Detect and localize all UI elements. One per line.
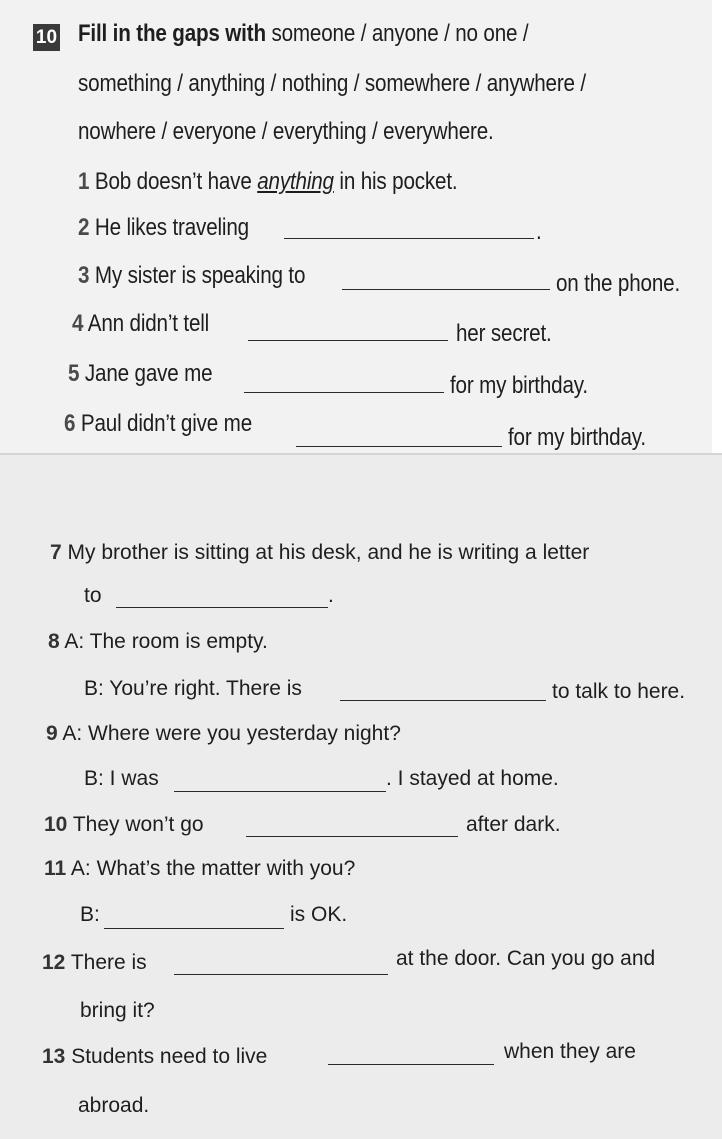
item-number: 4	[72, 310, 84, 337]
item-text-after: at the door. Can you go and	[396, 947, 656, 970]
item-text-after: on the phone.	[556, 270, 681, 297]
page-edge	[712, 0, 722, 453]
answer-blank[interactable]	[244, 392, 444, 393]
item-text: bring it?	[80, 999, 155, 1022]
item-text-after: for my birthday.	[450, 372, 588, 399]
item-3	[78, 262, 305, 290]
item-text-before: Paul didn’t give me	[80, 410, 253, 437]
item-text-before: Ann didn’t tell	[87, 310, 210, 337]
item-9	[46, 722, 401, 746]
exercise-title-line1: someone / anyone / no one /	[271, 20, 529, 47]
item-12	[42, 951, 147, 975]
item-text-before: Jane gave me	[84, 360, 213, 387]
item-number: 8	[48, 630, 60, 653]
item-number: 11	[44, 857, 67, 880]
item-text-after: .	[328, 584, 334, 607]
answer-blank[interactable]	[116, 607, 328, 608]
answer-blank[interactable]	[174, 974, 388, 975]
item-text-before: B: I was	[84, 767, 159, 790]
item-text-after: when they are	[504, 1040, 636, 1063]
answer-blank[interactable]	[328, 1064, 494, 1065]
item-number: 2	[78, 214, 90, 241]
item-text: abroad.	[78, 1094, 150, 1117]
item-text-after: is OK.	[290, 903, 348, 926]
item-1	[78, 168, 457, 196]
item-text-before: He likes traveling	[94, 214, 249, 241]
item-text-after: . I stayed at home.	[386, 767, 559, 790]
answer-blank[interactable]	[246, 836, 458, 837]
item-text-before: B: You’re right. There is	[84, 677, 302, 700]
item-text-after: her secret.	[456, 320, 552, 347]
exercise-title	[78, 20, 528, 48]
answer-blank[interactable]	[340, 700, 546, 701]
item-text-before: There is	[70, 951, 147, 974]
answer-blank[interactable]	[296, 446, 502, 447]
item-text-before: Students need to live	[71, 1045, 268, 1068]
item-number: 10	[44, 813, 68, 836]
item-text-before: They won’t go	[72, 813, 204, 836]
item-text-before: B:	[80, 903, 100, 926]
item-text-after: to talk to here.	[552, 680, 686, 703]
item-4	[72, 310, 209, 338]
item-13	[42, 1045, 267, 1069]
item-number: 6	[64, 410, 76, 437]
item-number: 13	[42, 1045, 66, 1068]
item-text-after: for my birthday.	[508, 424, 646, 451]
example-answer: anything	[257, 168, 334, 195]
item-text-before: Bob doesn’t have	[94, 168, 252, 195]
item-5	[68, 360, 212, 388]
item-text: My brother is sitting at his desk, and he is writing a letter	[67, 541, 590, 564]
item-text: A: Where were you yesterday night?	[62, 722, 401, 745]
exercise-title-bold: Fill in the gaps with	[78, 20, 266, 47]
answer-blank[interactable]	[342, 289, 550, 290]
answer-blank[interactable]	[248, 340, 448, 341]
item-text-before: to	[84, 584, 102, 607]
item-8	[48, 630, 268, 654]
item-text-before: My sister is speaking to	[94, 262, 306, 289]
item-text-after: in his pocket.	[339, 168, 458, 195]
item-text: A: The room is empty.	[64, 630, 268, 653]
item-number: 7	[50, 541, 62, 564]
item-number: 12	[42, 951, 66, 974]
item-10	[44, 813, 204, 837]
answer-blank[interactable]	[104, 928, 284, 929]
item-7	[50, 541, 589, 565]
item-text-after: .	[536, 218, 542, 245]
photo-divider	[0, 453, 722, 455]
item-number: 3	[78, 262, 90, 289]
item-number: 5	[68, 360, 80, 387]
item-6	[64, 410, 252, 438]
item-number: 1	[78, 168, 90, 195]
item-number: 9	[46, 722, 58, 745]
exercise-title-line3: nowhere / everyone / everything / everywhere.	[78, 118, 494, 145]
item-11	[44, 857, 355, 881]
answer-blank[interactable]	[174, 791, 386, 792]
item-2	[78, 214, 249, 242]
exercise-title-line2: something / anything / nothing / somewhere / anywhere /	[78, 70, 586, 97]
item-text: A: What’s the matter with you?	[70, 857, 356, 880]
item-text-after: after dark.	[466, 813, 561, 836]
exercise-number-badge: 10	[33, 24, 60, 51]
answer-blank[interactable]	[284, 238, 534, 239]
